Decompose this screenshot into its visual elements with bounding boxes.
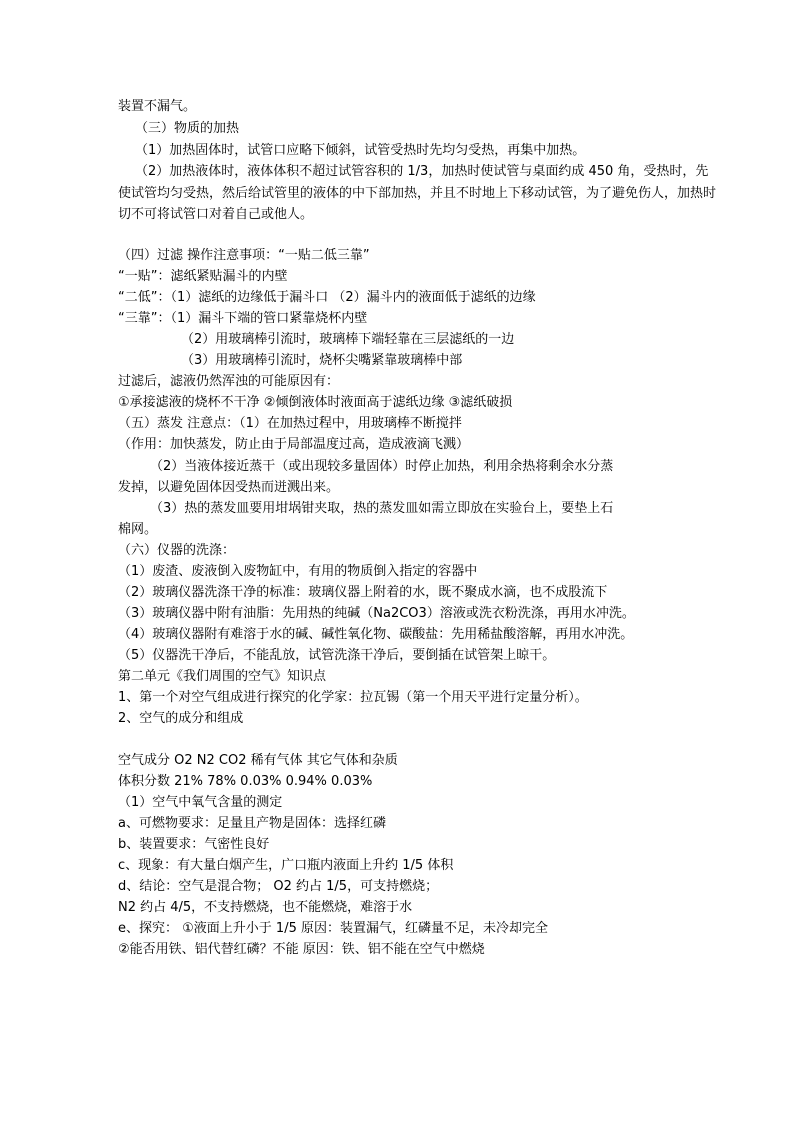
text-line: （3）热的蒸发皿要用坩埚钳夹取，热的蒸发皿如需立即放在实验台上，要垫上石: [150, 501, 614, 516]
text-line: （3）用玻璃棒引流时，烧杯尖嘴紧靠玻璃棒中部: [181, 353, 463, 368]
text-line: （3）玻璃仪器中附有油脂：先用热的纯碱（Na2CO3）溶液或洗衣粉洗涤，再用水冲洗。: [118, 606, 635, 621]
text-line: d、结论：空气是混合物； O2 约占 1/5，可支持燃烧；: [118, 879, 439, 894]
section-heading-washing: （六）仪器的洗涤：: [118, 543, 236, 558]
text-line: 切不可将试管口对着自己或他人。: [118, 207, 314, 222]
text-line: （2）当液体接近蒸干（或出现较多量固体）时停止加热，利用余热将剩余水分蒸: [150, 459, 614, 474]
text-line: 棉网。: [118, 522, 158, 537]
text-line: （2）加热液体时，液体体积不超过试管容积的 1/3，加热时使试管与桌面约成 450 角，受热时，先: [135, 164, 709, 179]
text-line: “三靠”：（1）漏斗下端的管口紧靠烧杯内壁: [118, 311, 368, 326]
text-line: b、装置要求：气密性良好: [118, 837, 270, 852]
text-line: “一贴”：滤纸紧贴漏斗的内壁: [118, 269, 288, 284]
text-line: 过滤后，滤液仍然浑浊的可能原因有：: [118, 374, 340, 389]
section-heading-evaporation: （五）蒸发 注意点：（1）在加热过程中，用玻璃棒不断搅拌: [118, 416, 462, 431]
text-line: 装置不漏气。: [118, 99, 197, 114]
text-line: （5）仪器洗干净后，不能乱放，试管洗涤干净后，要倒插在试管架上晾干。: [118, 648, 556, 663]
section-heading-heating: （三）物质的加热: [135, 121, 240, 136]
text-line: （1）加热固体时，试管口应略下倾斜，试管受热时先均匀受热，再集中加热。: [135, 143, 586, 158]
text-line: （4）玻璃仪器附有难溶于水的碱、碱性氧化物、碳酸盐：先用稀盐酸溶解，再用水冲洗。: [118, 627, 634, 642]
text-line: 体积分数 21% 78% 0.03% 0.94% 0.03%: [118, 774, 373, 789]
text-line: ②能否用铁、铝代替红磷？不能 原因：铁、铝不能在空气中燃烧: [118, 942, 485, 957]
text-line: （2）玻璃仪器洗涤干净的标准：玻璃仪器上附着的水，既不聚成水滴，也不成股流下: [118, 585, 608, 600]
text-line: （作用：加快蒸发，防止由于局部温度过高，造成液滴飞溅）: [118, 437, 470, 452]
text-line: “二低”：（1）滤纸的边缘低于漏斗口 （2）漏斗内的液面低于滤纸的边缘: [118, 290, 536, 305]
text-line: c、现象：有大量白烟产生，广口瓶内液面上升约 1/5 体积: [118, 858, 454, 873]
text-line: （1）空气中氧气含量的测定: [118, 795, 283, 810]
text-line: 发掉，以避免固体因受热而迸溅出来。: [118, 480, 340, 495]
text-line: 使试管均匀受热，然后给试管里的液体的中下部加热，并且不时地上下移动试管，为了避免伤人，加热时: [118, 186, 717, 201]
unit-heading: 第二单元《我们周围的空气》知识点: [118, 669, 327, 684]
text-line: 1、第一个对空气组成进行探究的化学家：拉瓦锡（第一个用天平进行定量分析）。: [118, 690, 588, 705]
section-heading-filtration: （四）过滤 操作注意事项：“一贴二低三靠”: [118, 248, 370, 263]
text-line: N2 约占 4/5，不支持燃烧，也不能燃烧，难溶于水: [118, 900, 413, 915]
text-line: 空气成分 O2 N2 CO2 稀有气体 其它气体和杂质: [118, 753, 398, 768]
text-line: ①承接滤液的烧杯不干净 ②倾倒液体时液面高于滤纸边缘 ③滤纸破损: [118, 395, 513, 410]
text-line: （1）废渣、废液倒入废物缸中，有用的物质倒入指定的容器中: [118, 564, 478, 579]
text-line: （2）用玻璃棒引流时，玻璃棒下端轻靠在三层滤纸的一边: [181, 332, 515, 347]
text-line: 2、空气的成分和组成: [118, 711, 244, 726]
text-line: e、探究： ①液面上升小于 1/5 原因：装置漏气，红磷量不足，未冷却完全: [118, 921, 548, 936]
text-line: a、可燃物要求：足量且产物是固体：选择红磷: [118, 816, 386, 831]
